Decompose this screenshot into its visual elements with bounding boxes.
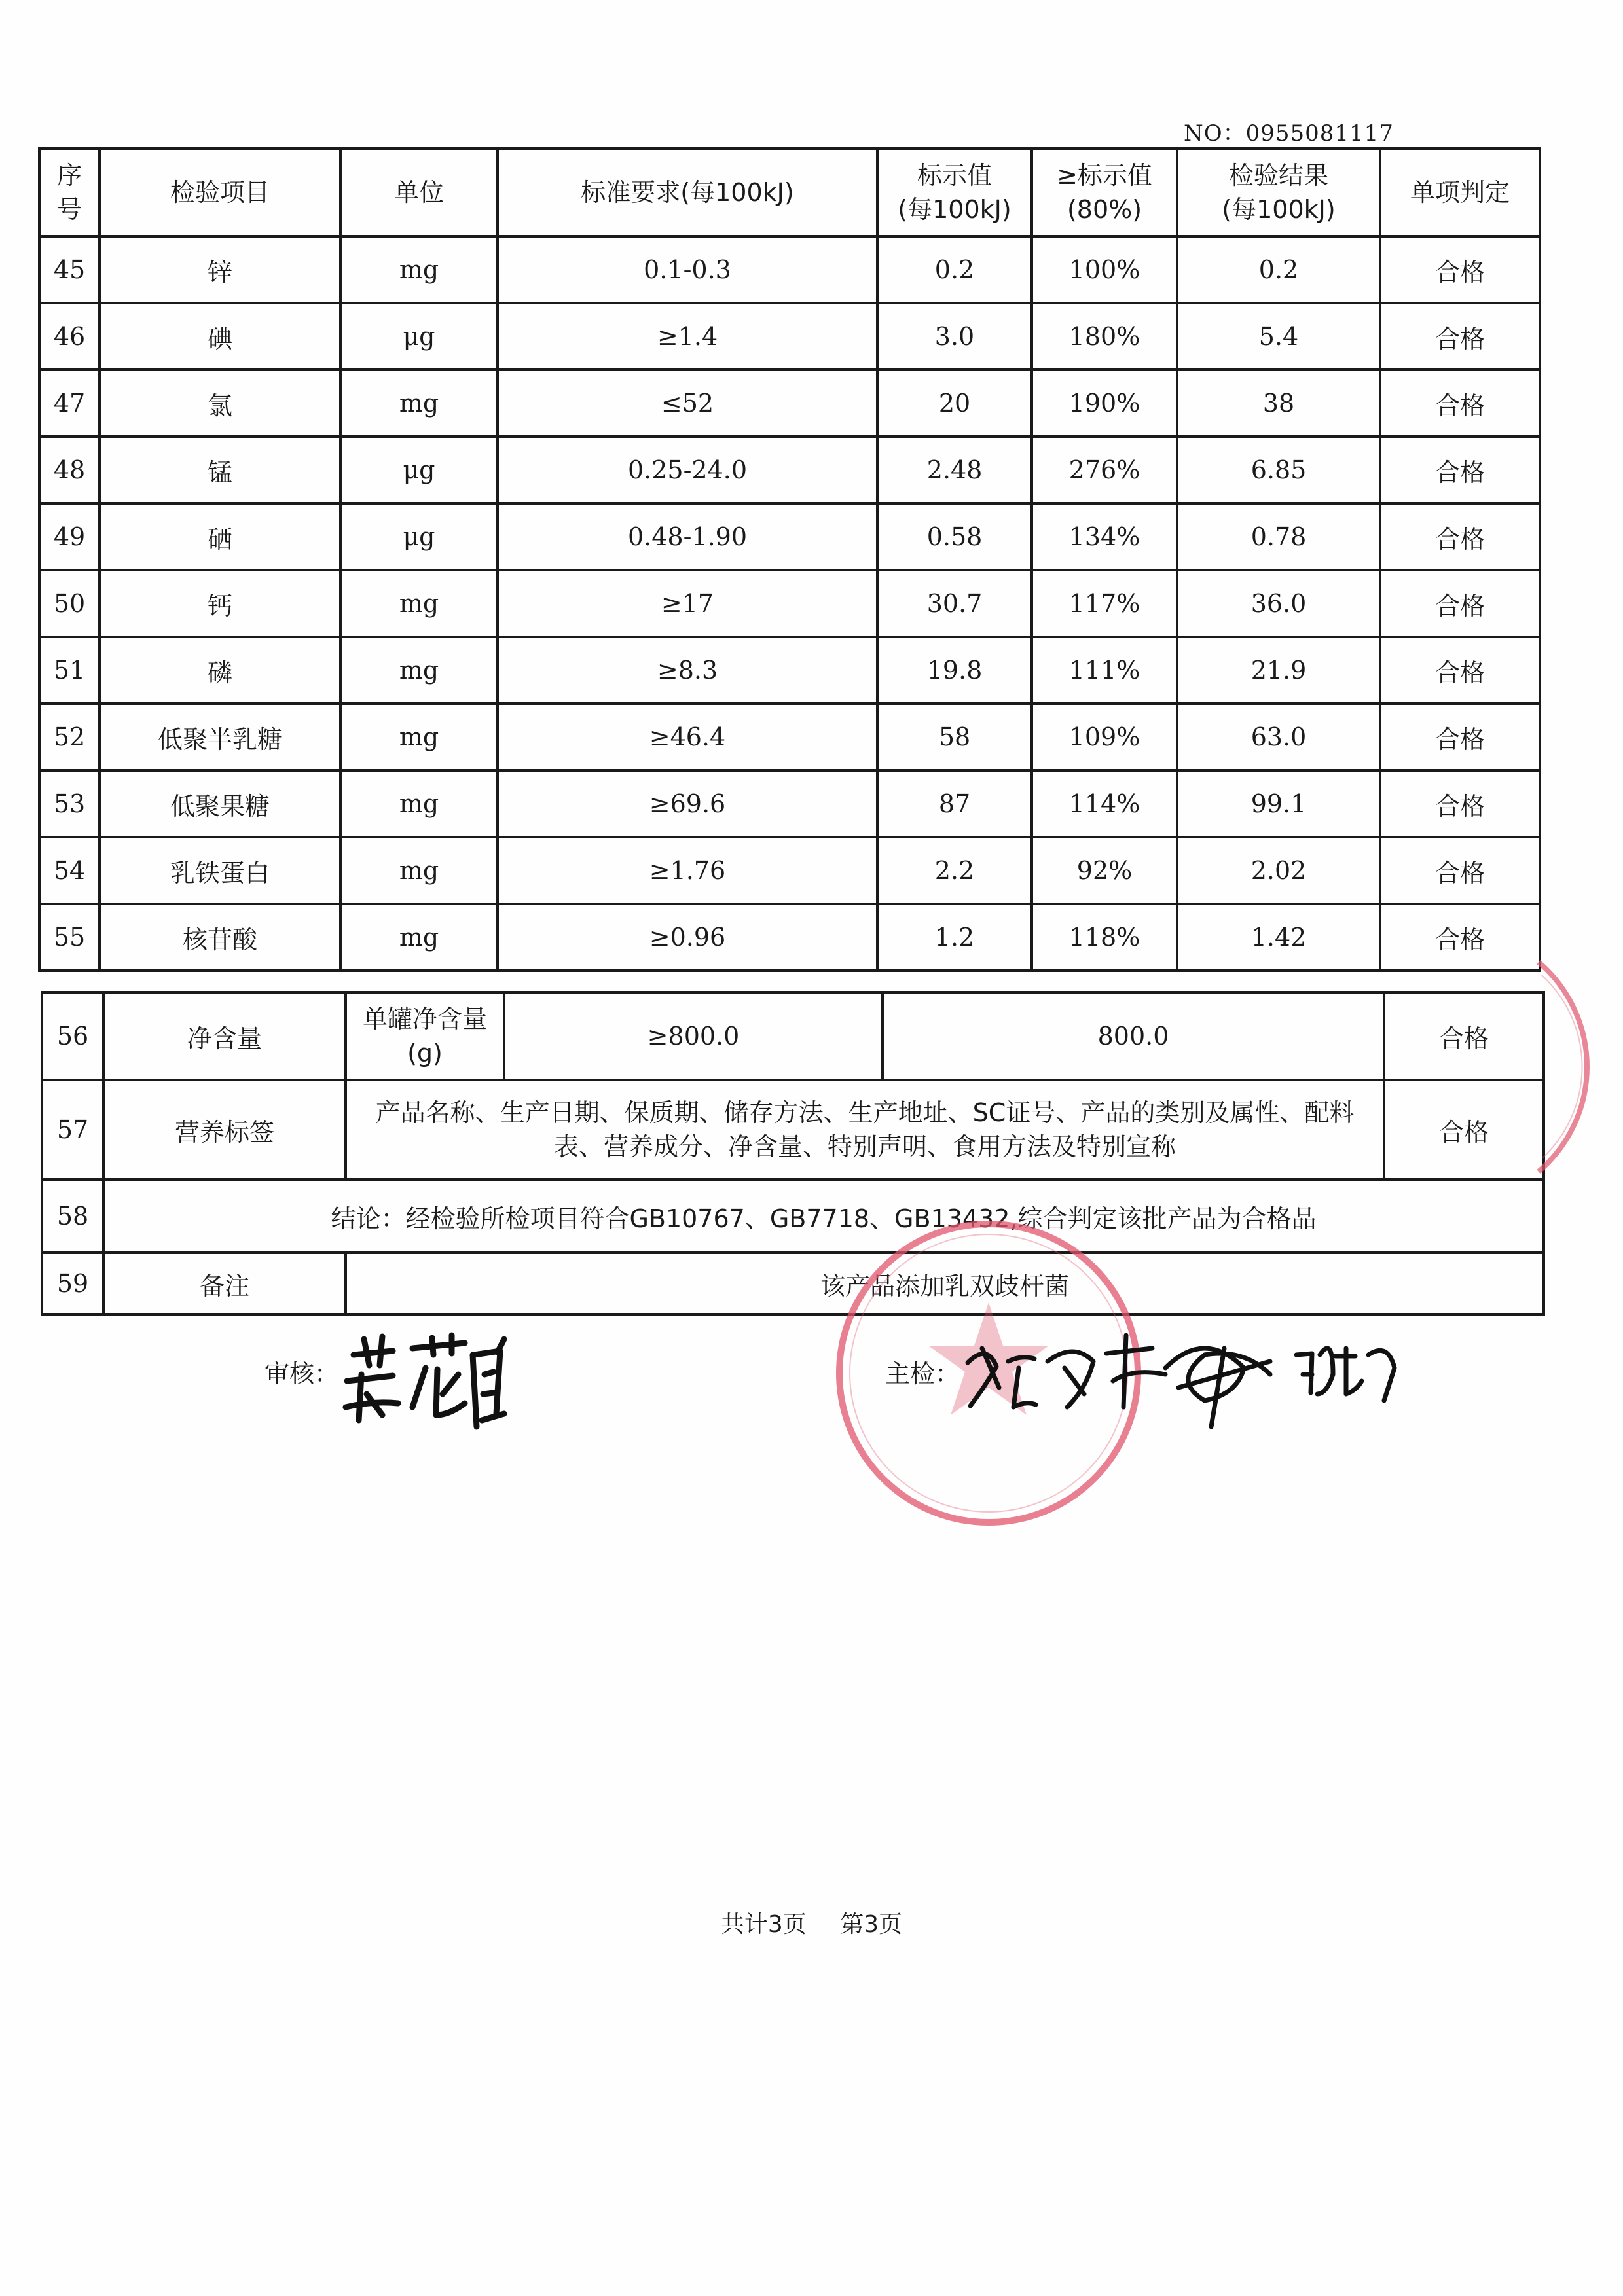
cell-no: 49 xyxy=(39,503,100,570)
cell-label-value: 1.2 xyxy=(877,904,1032,971)
cell-pct: 111% xyxy=(1032,637,1177,704)
cell-verdict: 合格 xyxy=(1380,904,1540,971)
cell-verdict: 合格 xyxy=(1380,570,1540,637)
cell-no: 46 xyxy=(39,303,100,370)
cell-pct: 109% xyxy=(1032,704,1177,770)
cell-item: 锰 xyxy=(100,437,340,503)
cell-result: 0.2 xyxy=(1177,236,1380,303)
cell-unit: μg xyxy=(340,437,498,503)
cell-item: 硒 xyxy=(100,503,340,570)
cell-no: 50 xyxy=(39,570,100,637)
page-footer xyxy=(0,1906,1623,1939)
cell-unit: mg xyxy=(340,837,498,904)
cell-verdict: 合格 xyxy=(1380,437,1540,503)
row58-conclusion: 结论：经检验所检项目符合GB10767、GB7718、GB13432,综合判定该批产品为合格品 xyxy=(103,1179,1544,1253)
cell-result: 0.78 xyxy=(1177,503,1380,570)
cell-no: 54 xyxy=(39,837,100,904)
cell-item: 碘 xyxy=(100,303,340,370)
cell-pct: 276% xyxy=(1032,437,1177,503)
row59-label: 备注 xyxy=(103,1253,346,1314)
cell-result: 21.9 xyxy=(1177,637,1380,704)
cell-standard: ≥46.4 xyxy=(498,704,877,770)
report-number: NO：0955081117 xyxy=(1184,120,1394,147)
table-row-59 xyxy=(42,1253,1544,1314)
cell-result: 99.1 xyxy=(1177,770,1380,837)
row57-no: 57 xyxy=(42,1080,103,1179)
cell-result: 2.02 xyxy=(1177,837,1380,904)
cell-pct: 190% xyxy=(1032,370,1177,437)
cell-standard: ≥0.96 xyxy=(498,904,877,971)
header-percent: ≥标示值 (80%) xyxy=(1032,149,1177,236)
cell-verdict: 合格 xyxy=(1380,503,1540,570)
cell-result: 36.0 xyxy=(1177,570,1380,637)
row56-unit: 单罐净含量 (g) xyxy=(346,992,504,1080)
inspector-signature xyxy=(968,1335,1395,1427)
cell-label-value: 2.2 xyxy=(877,837,1032,904)
cell-verdict: 合格 xyxy=(1380,704,1540,770)
row58-no: 58 xyxy=(42,1179,103,1253)
reviewer-signature xyxy=(346,1335,504,1427)
cell-verdict: 合格 xyxy=(1380,770,1540,837)
row56-result: 800.0 xyxy=(883,992,1384,1080)
header-result: 检验结果 (每100kJ) xyxy=(1177,149,1380,236)
table-row xyxy=(39,303,1540,370)
cell-unit: μg xyxy=(340,503,498,570)
cell-item: 核苷酸 xyxy=(100,904,340,971)
row57-verdict: 合格 xyxy=(1384,1080,1544,1179)
reviewer-label: 审核： xyxy=(264,1359,340,1388)
cell-label-value: 20 xyxy=(877,370,1032,437)
header-item: 检验项目 xyxy=(100,149,340,236)
row56-no: 56 xyxy=(42,992,103,1080)
table-row xyxy=(39,503,1540,570)
cell-pct: 100% xyxy=(1032,236,1177,303)
table-row xyxy=(39,637,1540,704)
cell-pct: 180% xyxy=(1032,303,1177,370)
cell-no: 52 xyxy=(39,704,100,770)
cell-pct: 114% xyxy=(1032,770,1177,837)
header-unit: 单位 xyxy=(340,149,498,236)
cell-standard: 0.25-24.0 xyxy=(498,437,877,503)
cell-item: 氯 xyxy=(100,370,340,437)
cell-label-value: 30.7 xyxy=(877,570,1032,637)
cell-no: 48 xyxy=(39,437,100,503)
cell-label-value: 58 xyxy=(877,704,1032,770)
header-standard: 标准要求(每100kJ) xyxy=(498,149,877,236)
row56-item: 净含量 xyxy=(103,992,346,1080)
table-row xyxy=(39,236,1540,303)
cell-result: 5.4 xyxy=(1177,303,1380,370)
cell-label-value: 2.48 xyxy=(877,437,1032,503)
cell-verdict: 合格 xyxy=(1380,837,1540,904)
cell-unit: mg xyxy=(340,770,498,837)
cell-pct: 92% xyxy=(1032,837,1177,904)
table-row xyxy=(39,704,1540,770)
row57-content: 产品名称、生产日期、保质期、储存方法、生产地址、SC证号、产品的类别及属性、配料表、营养成分、净含量、特别声明、食用方法及特别宣称 xyxy=(346,1080,1384,1179)
cell-standard: ≥17 xyxy=(498,570,877,637)
summary-table xyxy=(41,991,1545,1316)
table-header-row xyxy=(39,149,1540,236)
cell-standard: ≥1.4 xyxy=(498,303,877,370)
cell-label-value: 3.0 xyxy=(877,303,1032,370)
cell-verdict: 合格 xyxy=(1380,236,1540,303)
cell-item: 乳铁蛋白 xyxy=(100,837,340,904)
cell-no: 45 xyxy=(39,236,100,303)
cell-item: 低聚半乳糖 xyxy=(100,704,340,770)
row59-no: 59 xyxy=(42,1253,103,1314)
footer-current-page: 第3页 xyxy=(840,1911,903,1938)
cell-unit: mg xyxy=(340,370,498,437)
row57-item: 营养标签 xyxy=(103,1080,346,1179)
row59-content: 该产品添加乳双歧杆菌 xyxy=(346,1253,1544,1314)
table-row xyxy=(39,837,1540,904)
cell-standard: ≥8.3 xyxy=(498,637,877,704)
cell-verdict: 合格 xyxy=(1380,370,1540,437)
edge-seal xyxy=(1539,962,1587,1172)
header-no: 序号 xyxy=(39,149,100,236)
cell-item: 钙 xyxy=(100,570,340,637)
table-row xyxy=(39,770,1540,837)
table-row-57 xyxy=(42,1080,1544,1179)
inspection-table xyxy=(38,147,1541,972)
cell-result: 1.42 xyxy=(1177,904,1380,971)
cell-label-value: 19.8 xyxy=(877,637,1032,704)
cell-pct: 118% xyxy=(1032,904,1177,971)
row56-standard: ≥800.0 xyxy=(504,992,883,1080)
row56-verdict: 合格 xyxy=(1384,992,1544,1080)
cell-item: 低聚果糖 xyxy=(100,770,340,837)
table-row xyxy=(39,437,1540,503)
cell-item: 锌 xyxy=(100,236,340,303)
cell-label-value: 0.2 xyxy=(877,236,1032,303)
cell-standard: ≥1.76 xyxy=(498,837,877,904)
table-row xyxy=(39,904,1540,971)
cell-label-value: 0.58 xyxy=(877,503,1032,570)
header-label-value: 标示值 (每100kJ) xyxy=(877,149,1032,236)
cell-result: 38 xyxy=(1177,370,1380,437)
cell-pct: 117% xyxy=(1032,570,1177,637)
footer-total-pages: 共计3页 xyxy=(720,1911,807,1938)
cell-standard: ≤52 xyxy=(498,370,877,437)
cell-label-value: 87 xyxy=(877,770,1032,837)
cell-standard: 0.1-0.3 xyxy=(498,236,877,303)
cell-unit: mg xyxy=(340,570,498,637)
cell-pct: 134% xyxy=(1032,503,1177,570)
table-row xyxy=(39,570,1540,637)
cell-item: 磷 xyxy=(100,637,340,704)
cell-verdict: 合格 xyxy=(1380,637,1540,704)
cell-result: 6.85 xyxy=(1177,437,1380,503)
cell-no: 51 xyxy=(39,637,100,704)
cell-unit: mg xyxy=(340,236,498,303)
inspector-label: 主检： xyxy=(885,1359,960,1388)
cell-result: 63.0 xyxy=(1177,704,1380,770)
cell-unit: mg xyxy=(340,637,498,704)
cell-unit: mg xyxy=(340,704,498,770)
table-row xyxy=(39,370,1540,437)
cell-no: 55 xyxy=(39,904,100,971)
cell-verdict: 合格 xyxy=(1380,303,1540,370)
table-row-58 xyxy=(42,1179,1544,1253)
cell-standard: 0.48-1.90 xyxy=(498,503,877,570)
cell-standard: ≥69.6 xyxy=(498,770,877,837)
cell-no: 53 xyxy=(39,770,100,837)
table-row-56 xyxy=(42,992,1544,1080)
cell-unit: μg xyxy=(340,303,498,370)
cell-unit: mg xyxy=(340,904,498,971)
cell-no: 47 xyxy=(39,370,100,437)
header-verdict: 单项判定 xyxy=(1380,149,1540,236)
